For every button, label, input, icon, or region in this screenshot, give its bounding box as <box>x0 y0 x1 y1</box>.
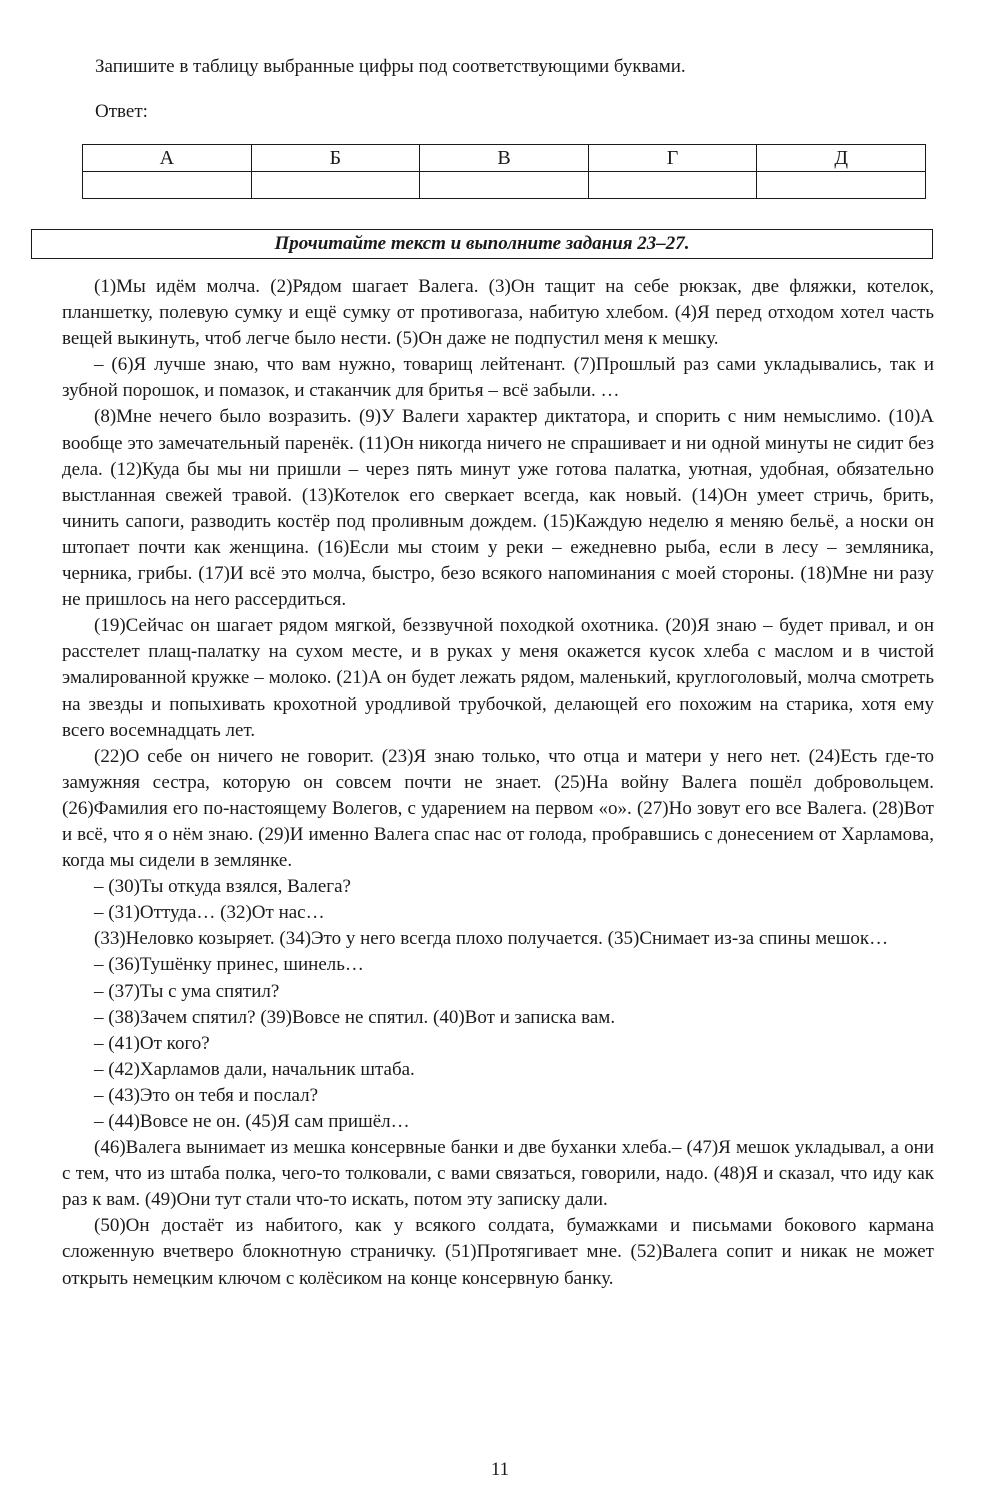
paragraph: – (38)Зачем спятил? (39)Вовсе не спятил. (40)Вот и записка вам. <box>94 1006 616 1028</box>
answer-cell-v[interactable] <box>420 172 589 199</box>
answer-header-v: В <box>420 145 589 172</box>
paragraph: (19)Сейчас он шагает рядом мягкой, беззвучной походкой охотника. (20)Я знаю – будет привал, и он расстелет плащ-палатку на сухом месте, и в руках у меня окажется кусок хлеба с маслом и в чистой эмалированной кружке – молоко. (21)А он будет лежать рядом, маленький, круглоголовый, молча смотреть на звезды и попыхивать крохотной уродливой трубочкой, делающей его похожим на старика, хотя ему всего восемнадцать лет. <box>62 615 934 741</box>
answer-header-g: Г <box>588 145 757 172</box>
answer-table-header-row <box>83 145 926 172</box>
paragraph: – (41)От кого? <box>94 1032 210 1054</box>
page-number: 11 <box>490 1459 510 1480</box>
paragraph: (50)Он достаёт из набитого, как у всякого солдата, бумажками и письмами бокового кармана сложенную вчетверо блокнотную страничку. (51)Протягивает мне. (52)Валега сопит и никак не может открыть немецким ключом с колёсиком на конце консервную банку. <box>62 1215 934 1289</box>
instruction-text: Запишите в таблицу выбранные цифры под соответствующими буквами. <box>95 56 686 77</box>
story-text <box>62 274 934 1292</box>
answer-label: Ответ: <box>95 101 148 122</box>
paragraph: – (37)Ты с ума спятил? <box>94 980 280 1002</box>
answer-header-d: Д <box>757 145 926 172</box>
answer-header-a: А <box>83 145 252 172</box>
answer-cell-b[interactable] <box>251 172 420 199</box>
paragraph: – (6)Я лучше знаю, что вам нужно, товарищ лейтенант. (7)Прошлый раз сами укладывались, так и зубной порошок, и помазок, и стаканчик для бритья – всё забыли. … <box>62 354 934 402</box>
paragraph: (33)Неловко козыряет. (34)Это у него всегда плохо получается. (35)Снимает из-за спины мешок… <box>94 928 889 950</box>
paragraph: – (30)Ты откуда взялся, Валега? <box>94 876 351 898</box>
answer-cell-a[interactable] <box>83 172 252 199</box>
paragraph: (46)Валега вынимает из мешка консервные банки и две буханки хлеба.– (47)Я мешок укладывал, а они с тем, что из штаба полка, чего-то толковали, с вами связаться, говорили, надо. (48)Я и сказал, что иду как раз к вам. (49)Они тут стали что-то искать, потом эту записку дали. <box>62 1137 934 1211</box>
paragraph: – (44)Вовсе не он. (45)Я сам пришёл… <box>94 1111 410 1132</box>
paragraph: (1)Мы идём молча. (2)Рядом шагает Валега. (3)Он тащит на себе рюкзак, две фляжки, котелок, планшетку, полевую сумку и ещё сумку от противогаза, набитую хлебом. (4)Я перед отходом хотел часть вещей выкинуть, чтоб легче было нести. (5)Он даже не подпустил меня к мешку. <box>62 276 934 350</box>
paragraph: (22)О себе он ничего не говорит. (23)Я знаю только, что отца и матери у него нет. (24)Есть где-то замужняя сестра, которую он совсем почти не знает. (25)На войну Валега пошёл добровольцем. (26)Фамилия его по-настоящему Волегов, с ударением на первом «о». (27)Но зовут его все Валега. (28)Вот и всё, что я о нём знаю. (29)И именно Валега спас нас от голода, пробравшись с донесением от Харламова, когда мы сидели в землянке. <box>62 745 934 872</box>
paragraph: – (31)Оттуда… (32)От нас… <box>94 902 325 924</box>
answer-table <box>82 144 926 199</box>
answer-table-value-row <box>83 172 926 199</box>
task-header: Прочитайте текст и выполните задания 23–27. <box>31 229 933 259</box>
answer-header-b: Б <box>251 145 420 172</box>
paragraph: – (36)Тушёнку принес, шинель… <box>94 954 364 976</box>
paragraph: – (43)Это он тебя и послал? <box>94 1084 319 1106</box>
paragraph: – (42)Харламов дали, начальник штаба. <box>94 1058 415 1080</box>
answer-cell-g[interactable] <box>588 172 757 199</box>
paragraph: (8)Мне нечего было возразить. (9)У Валеги характер диктатора, и спорить с ним немыслимо. (10)А вообще это замечательный паренёк. (11)Он никогда ничего не спрашивает и ни одной минуты не сидит без дела. (12)Куда бы мы ни пришли – через пять минут уже готова палатка, уютная, удобная, обязательно выстланная свежей травой. (13)Котелок его сверкает всегда, как новый. (14)Он умеет стричь, брить, чинить сапоги, разводить костёр под проливным дождем. (15)Каждую неделю я меняю бельё, а носки он штопает почти как женщина. (16)Если мы стоим у реки – ежедневно рыба, если в лесу – земляника, черника, грибы. (17)И всё это молча, быстро, безо всякого напоминания с моей стороны. (18)Мне ни разу не пришлось на него рассердиться. <box>62 406 934 611</box>
answer-cell-d[interactable] <box>757 172 926 199</box>
